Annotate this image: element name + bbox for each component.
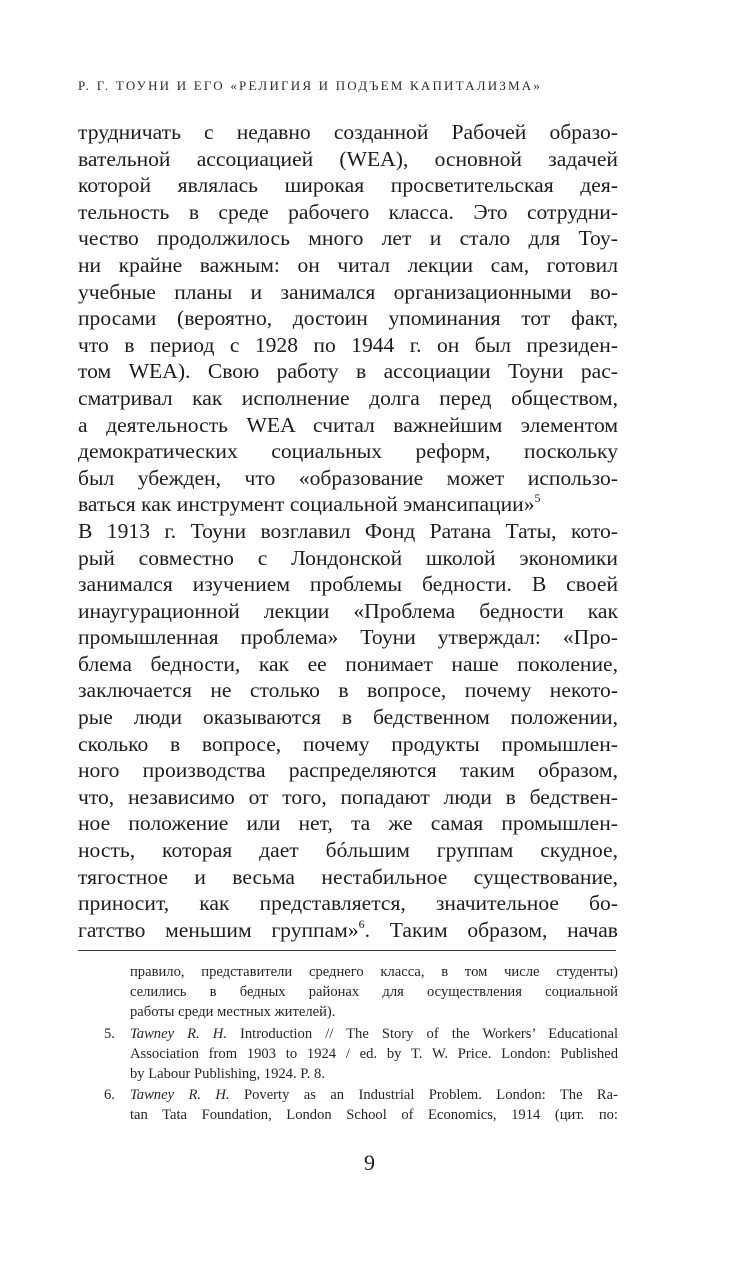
body-line: что в период с 1928 по 1944 г. он был президен- — [78, 332, 618, 357]
body-line-text: ваться как инструмент социальной эмансипации» — [78, 492, 535, 517]
footnote-line — [130, 1085, 618, 1105]
footnote-line: правило, представители среднего класса, в том числе студенты) — [130, 964, 618, 980]
body-line: заключается не столько в вопросе, почему некото- — [78, 678, 618, 703]
page-number: 9 — [364, 1150, 375, 1175]
footnote-line: работы среди местных жителей). — [130, 1004, 336, 1021]
footnote-5 — [78, 1024, 618, 1085]
footnote-continuation — [130, 962, 618, 1023]
footnote-line: селились в бедных районах для осуществления социальной — [130, 984, 618, 1001]
body-line: приносит, как представляется, значительное бо- — [78, 891, 618, 916]
body-line: В 1913 г. Тоуни возглавил Фонд Ратана Таты, кото- — [78, 518, 618, 543]
footnote-line — [130, 1024, 618, 1044]
footnote-line: tan Tata Foundation, London School of Economics, 1914 (цит. по: — [130, 1107, 618, 1124]
body-line: вательной ассоциацией (WEA), основной задачей — [78, 146, 618, 171]
body-line: тельность в среде рабочего класса. Это сотрудни- — [78, 199, 618, 224]
body-line-text: . Таким образом, начав — [364, 917, 618, 942]
body-line: сматривал как исполнение долга перед обществом, — [78, 385, 618, 410]
running-head: Р. Г. ТОУНИ И ЕГО «РЕЛИГИЯ И ПОДЪЕМ КАПИТАЛИЗМА» — [78, 78, 543, 93]
body-line: рый совместно с Лондонской школой экономики — [78, 545, 618, 570]
footnote-text: Poverty as an Industrial Problem. London: The Ra- — [229, 1087, 619, 1104]
footnote-line: by Labour Publishing, 1924. P. 8. — [130, 1066, 325, 1083]
body-line: ность, которая дает бóльшим группам скудное, — [78, 838, 618, 863]
body-line: рые люди оказываются в бедственном положении, — [78, 705, 618, 730]
footnote-6 — [78, 1085, 618, 1125]
body-line: ного производства распределяются таким образом, — [78, 758, 618, 783]
body-line: ни крайне важным: он читал лекции сам, готовил — [78, 252, 618, 277]
body-line-text: гатство меньшим группам» — [78, 917, 359, 942]
footnotes — [78, 962, 618, 1126]
footnote-divider — [78, 950, 616, 951]
body-line: чество продолжилось много лет и стало для Тоу- — [78, 226, 618, 251]
footnote-ref-5[interactable]: 5 — [534, 491, 541, 506]
body-line: был убежден, что «образование может использо- — [78, 465, 618, 490]
body-line — [78, 917, 618, 944]
body-line: тягостное и весьма нестабильное существование, — [78, 864, 618, 889]
footnote-author: Tawney R. H. — [130, 1087, 230, 1104]
body-text — [78, 119, 618, 943]
body-line: учебные планы и занимался организационными во- — [78, 279, 618, 304]
body-line — [78, 491, 618, 518]
body-line: сколько в вопросе, почему продукты промышлен- — [78, 731, 618, 756]
body-line: ное положение или нет, та же самая промышлен- — [78, 811, 618, 836]
footnote-author: Tawney R. H. — [130, 1025, 227, 1042]
body-line: том WEA). Свою работу в ассоциации Тоуни рас- — [78, 359, 618, 384]
body-line: а деятельность WEA считал важнейшим элементом — [78, 412, 618, 437]
body-line: которой являлась широкая просветительская дея- — [78, 173, 618, 198]
footnote-line: Association from 1903 to 1924 / ed. by T. W. Price. London: Published — [130, 1045, 618, 1062]
body-line: просами (вероятно, достоин упоминания тот факт, — [78, 306, 618, 331]
body-line: блема бедности, как ее понимает наше поколение, — [78, 651, 618, 676]
body-line: инаугурационной лекции «Проблема бедности как — [78, 598, 618, 623]
footnote-ref-6[interactable]: 6 — [358, 916, 365, 931]
body-line: что, независимо от того, попадают люди в бедствен- — [78, 784, 618, 809]
body-line: занимался изучением проблемы бедности. В своей — [78, 572, 618, 597]
footnote-number: 6. — [104, 1087, 115, 1104]
body-line: демократических социальных реформ, поскольку — [78, 439, 618, 464]
footnote-text: Introduction // The Story of the Workers’ Educational — [226, 1025, 618, 1042]
footnote-number: 5. — [104, 1025, 115, 1042]
body-line: трудничать с недавно созданной Рабочей образо- — [78, 120, 618, 144]
body-line: промышленная проблема» Тоуни утверждал: «Про- — [78, 625, 618, 650]
